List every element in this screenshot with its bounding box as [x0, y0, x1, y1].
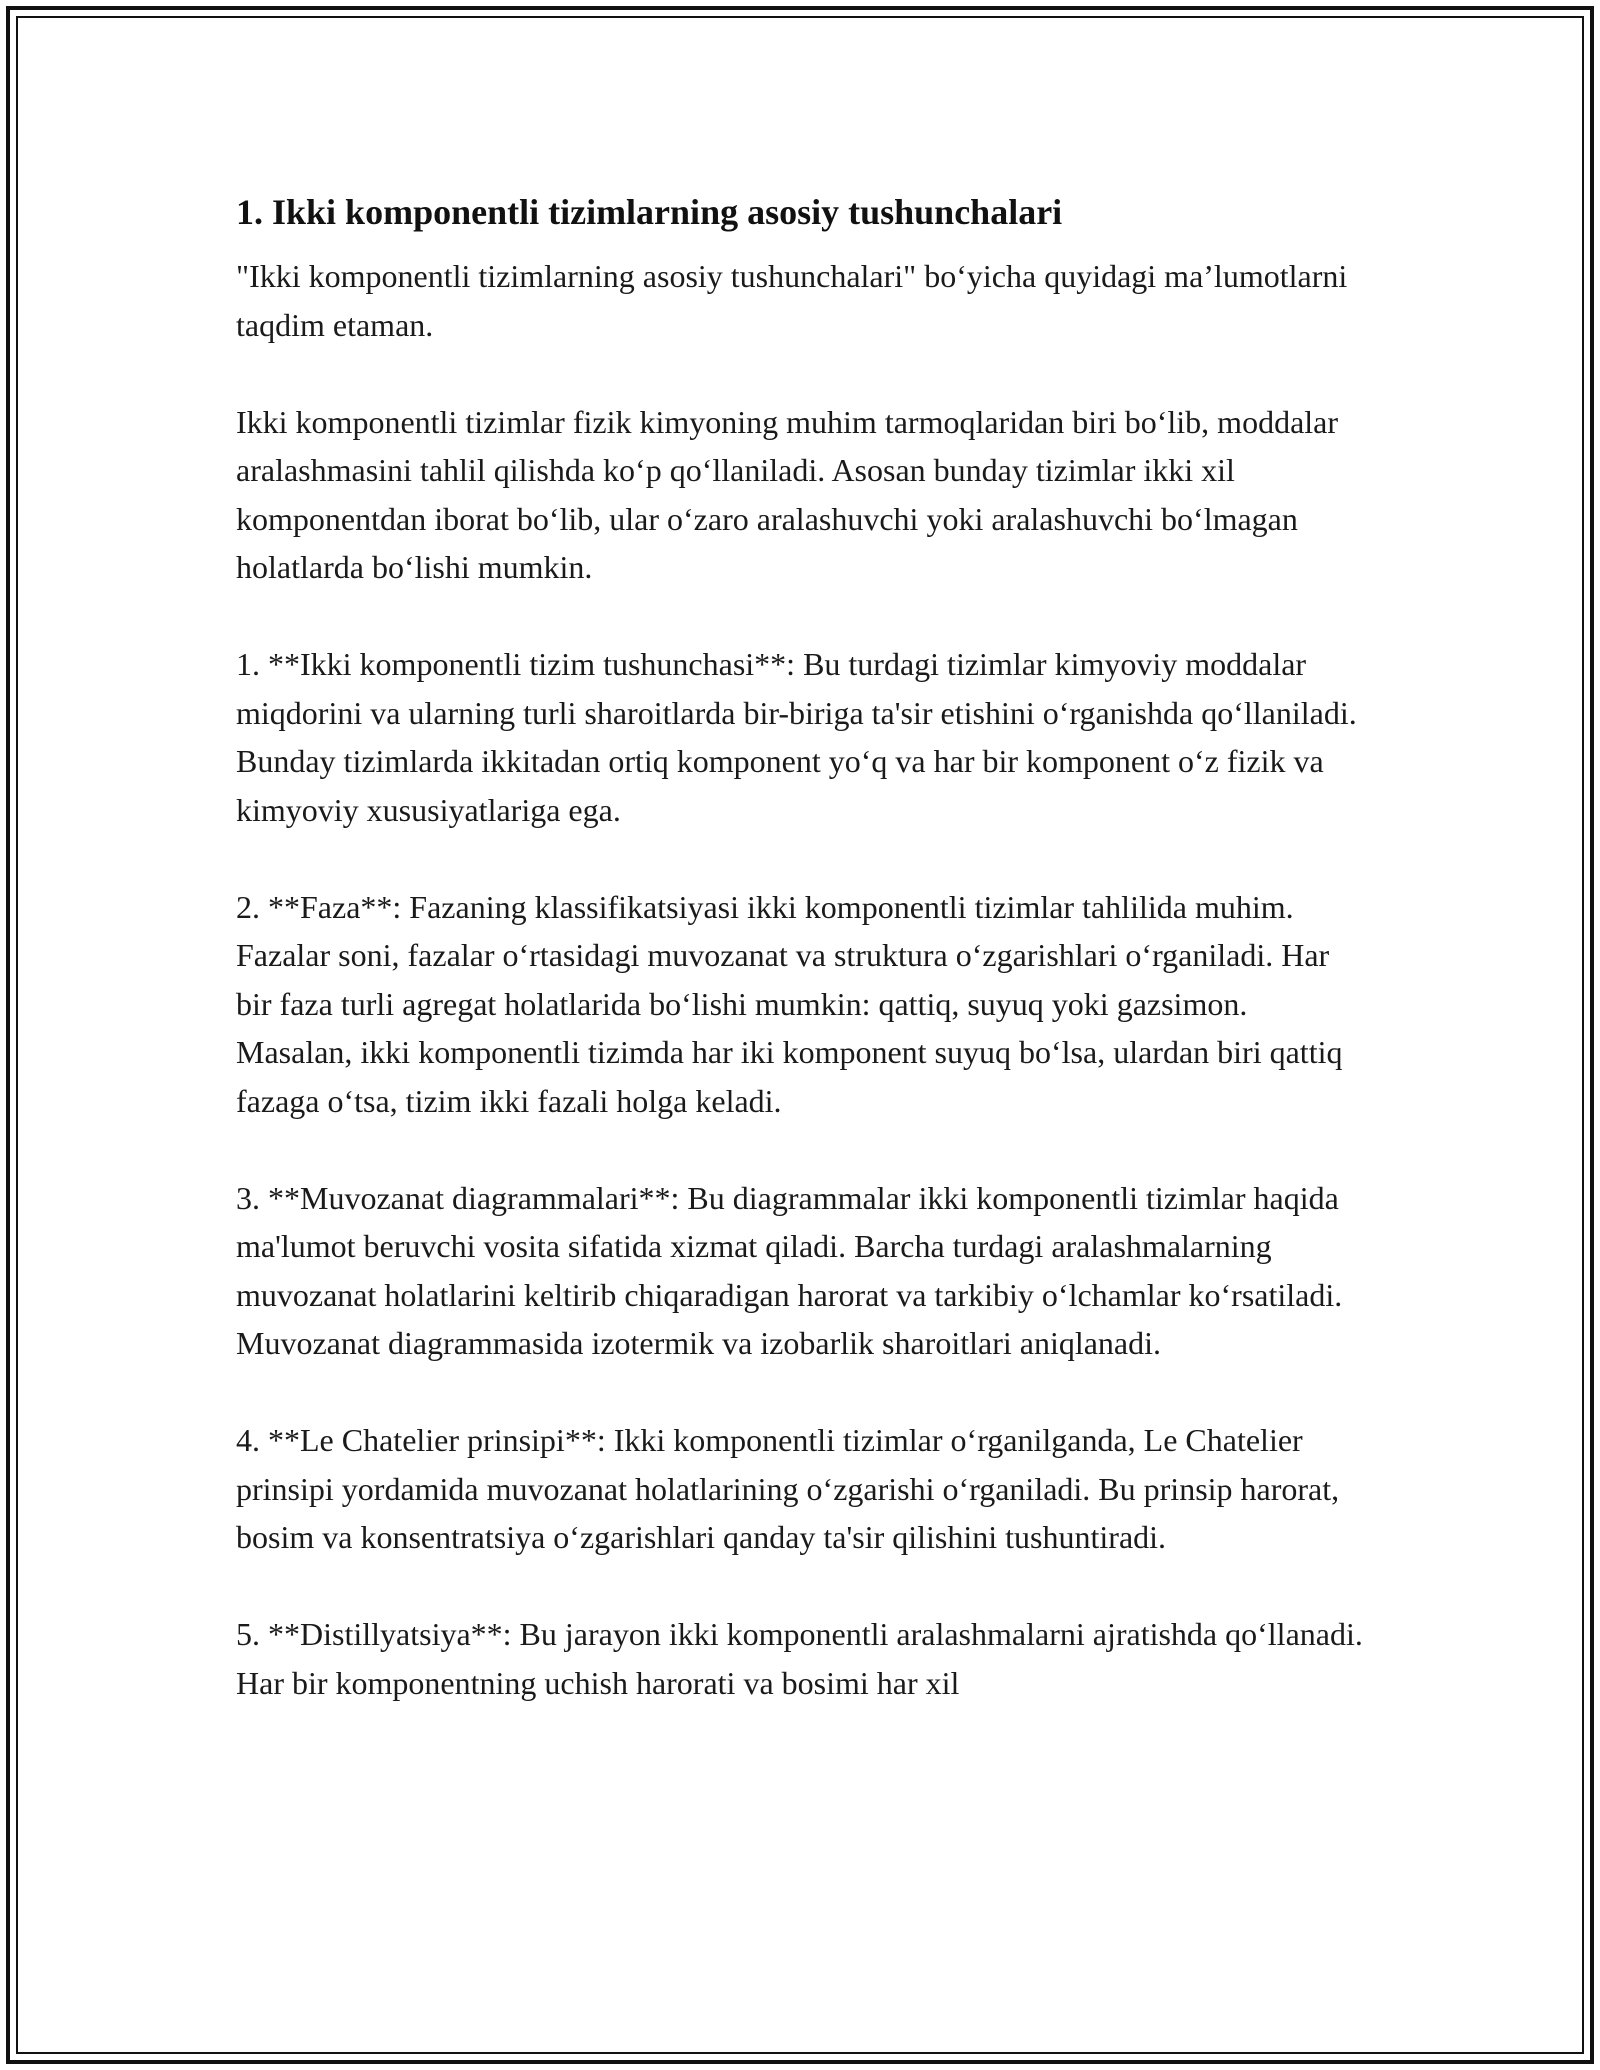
overview-paragraph: Ikki komponentli tizimlar fizik kimyoning muhim tarmoqlaridan biri bo‘lib, moddalar aralashmasini tahlil qilishda ko‘p qo‘llaniladi. Asosan bunday tizimlar ikki xil komponentdan iborat bo‘lib, ular o‘zaro aralashuvchi yoki aralashuvchi bo‘lmagan holatlarda bo‘lishi mumkin.	[236, 403, 1339, 585]
list-item-phase: 2. **Faza**: Fazaning klassifikatsiyasi ikki komponentli tizimlar tahlilida muhim. Fazalar soni, fazalar o‘rtasidagi muvozanat va struktura o‘zgarishlari o‘rganiladi. Har bir faza turli agregat holatlarida bo‘lishi mumkin: qattiq, suyuq yoki gazsimon. Masalan, ikki komponentli tizimda har iki komponent suyuq bo‘lsa, ulardan biri qattiq fazaga o‘tsa, tizim ikki fazali holga keladi.	[236, 888, 1343, 1119]
intro-paragraph: "Ikki komponentli tizimlarning asosiy tushunchalari" bo‘yicha quyidagi ma’lumotlarni taqdim etaman.	[236, 258, 1348, 343]
document-title: 1. Ikki komponentli tizimlarning asosiy tushunchalari	[236, 192, 1063, 232]
list-item-distillation: 5. **Distillyatsiya**: Bu jarayon ikki komponentli aralashmalarni ajratishda qo‘llanadi. Har bir komponentning uchish harorati va bosimi har xil	[236, 1616, 1363, 1701]
list-item-equilibrium-diagrams: 3. **Muvozanat diagrammalari**: Bu diagrammalar ikki komponentli tizimlar haqida ma'lumot beruvchi vosita sifatida xizmat qiladi. Barcha turdagi aralashmalarning muvozanat holatlarini keltirib chiqaradigan harorat va tarkibiy o‘lchamlar ko‘rsatiladi. Muvozanat diagrammasida izotermik va izobarlik sharoitlari aniqlanadi.	[236, 1179, 1343, 1361]
document-body	[236, 188, 1366, 1707]
list-item-le-chatelier: 4. **Le Chatelier prinsipi**: Ikki komponentli tizimlar o‘rganilganda, Le Chatelier prinsipi yordamida muvozanat holatlarining o‘zgarishi o‘rganiladi. Bu prinsip harorat, bosim va konsentratsiya o‘zgarishlari qanday ta'sir qilishini tushuntiradi.	[236, 1422, 1340, 1555]
list-item-concept: 1. **Ikki komponentli tizim tushunchasi**: Bu turdagi tizimlar kimyoviy moddalar miqdorini va ularning turli sharoitlarda bir-biriga ta'sir etishini o‘rganishda qo‘llaniladi. Bunday tizimlarda ikkitadan ortiq komponent yo‘q va har bir komponent o‘z fizik va kimyoviy xususiyatlariga ega.	[236, 646, 1357, 828]
